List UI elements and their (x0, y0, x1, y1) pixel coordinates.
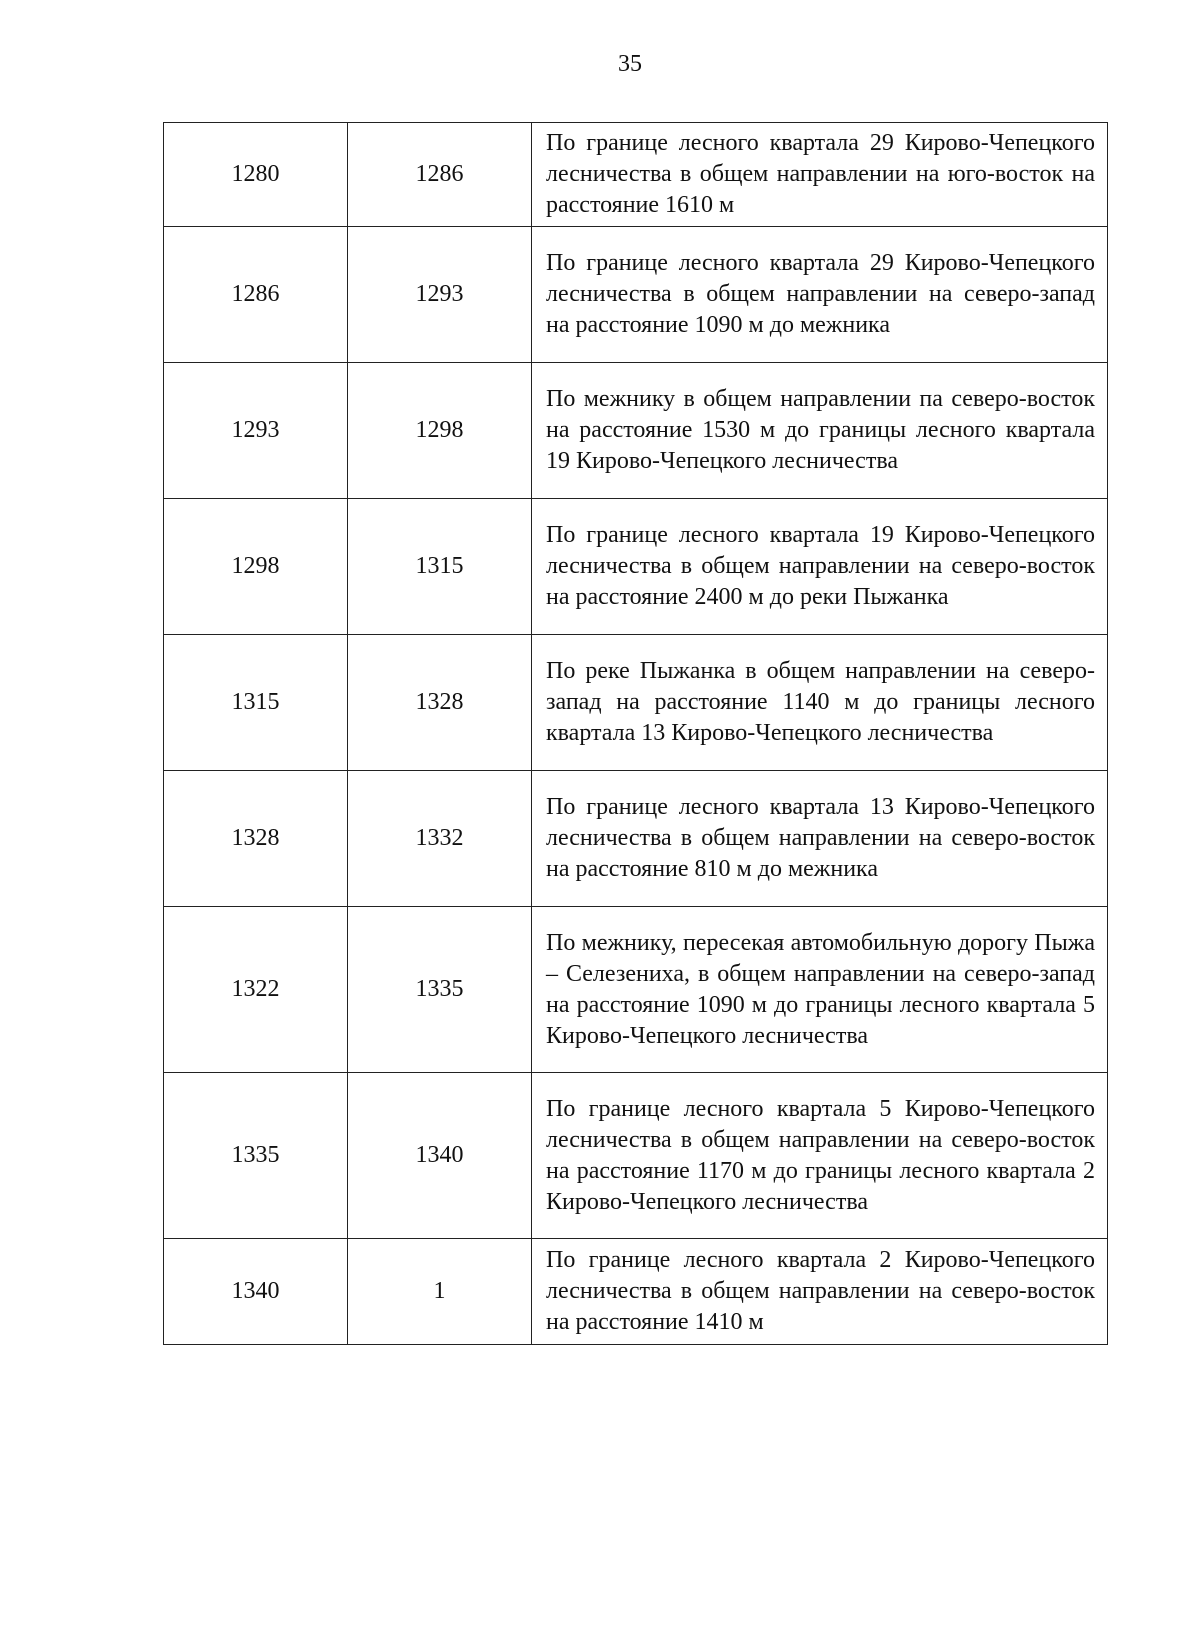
table-row (164, 771, 1108, 907)
description-cell: По границе лесного квартала 29 Кирово-Чепецкого лесничества в общем направлении на северо-запад на расстояние 1090 м до межника (532, 227, 1108, 363)
table-row (164, 907, 1108, 1073)
from-point-cell: 1328 (164, 771, 348, 907)
description-cell: По границе лесного квартала 2 Кирово-Чепецкого лесничества в общем направлении на северо-восток на расстояние 1410 м (532, 1239, 1108, 1345)
from-point-cell: 1315 (164, 635, 348, 771)
from-point-cell: 1322 (164, 907, 348, 1073)
from-point-cell: 1286 (164, 227, 348, 363)
from-point-cell: 1340 (164, 1239, 348, 1345)
table-row (164, 1073, 1108, 1239)
to-point-cell: 1328 (348, 635, 532, 771)
boundary-table (163, 122, 1108, 1345)
description-cell: По границе лесного квартала 29 Кирово-Чепецкого лесничества в общем направлении на юго-восток на расстояние 1610 м (532, 123, 1108, 227)
from-point-cell: 1280 (164, 123, 348, 227)
description-cell: По границе лесного квартала 13 Кирово-Чепецкого лесничества в общем направлении на северо-восток на расстояние 810 м до межника (532, 771, 1108, 907)
description-cell: По границе лесного квартала 5 Кирово-Чепецкого лесничества в общем направлении на северо-восток на расстояние 1170 м до границы лесного квартала 2 Кирово-Чепецкого лесничества (532, 1073, 1108, 1239)
to-point-cell: 1298 (348, 363, 532, 499)
table-row (164, 227, 1108, 363)
from-point-cell: 1298 (164, 499, 348, 635)
table-row (164, 123, 1108, 227)
to-point-cell: 1 (348, 1239, 532, 1345)
table-row (164, 1239, 1108, 1345)
description-cell: По границе лесного квартала 19 Кирово-Чепецкого лесничества в общем направлении на северо-восток на расстояние 2400 м до реки Пыжанка (532, 499, 1108, 635)
table-row (164, 499, 1108, 635)
to-point-cell: 1286 (348, 123, 532, 227)
to-point-cell: 1332 (348, 771, 532, 907)
from-point-cell: 1293 (164, 363, 348, 499)
to-point-cell: 1315 (348, 499, 532, 635)
description-cell: По межнику, пересекая автомобильную дорогу Пыжа – Селезениха, в общем направлении на северо-запад на расстояние 1090 м до границы лесного квартала 5 Кирово-Чепецкого лесничества (532, 907, 1108, 1073)
from-point-cell: 1335 (164, 1073, 348, 1239)
table-row (164, 363, 1108, 499)
description-cell: По межнику в общем направлении па северо-восток на расстояние 1530 м до границы лесного квартала 19 Кирово-Чепецкого лесничества (532, 363, 1108, 499)
description-cell: По реке Пыжанка в общем направлении на северо-запад на расстояние 1140 м до границы лесного квартала 13 Кирово-Чепецкого лесничества (532, 635, 1108, 771)
page-number: 35 (618, 51, 642, 77)
to-point-cell: 1335 (348, 907, 532, 1073)
to-point-cell: 1340 (348, 1073, 532, 1239)
to-point-cell: 1293 (348, 227, 532, 363)
table-row (164, 635, 1108, 771)
